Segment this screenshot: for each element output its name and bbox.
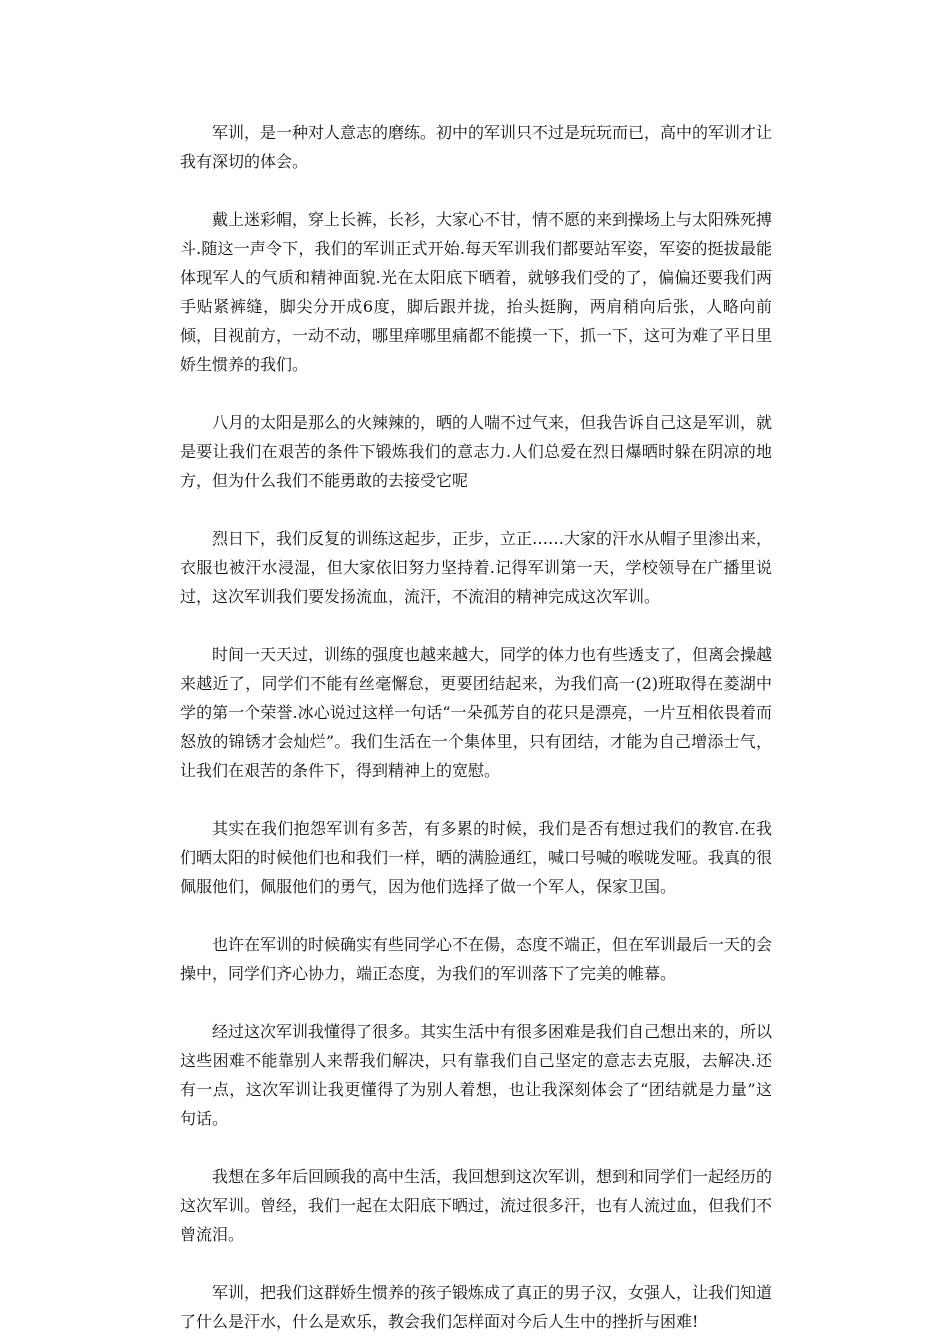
- essay-body: [180, 118, 772, 1336]
- paragraph: 其实在我们抱怨军训有多苦，有多累的时候，我们是否有想过我们的教官.在我们晒太阳的时候他们也和我们一样，晒的满脸通红，喊口号喊的喉咙发哑。我真的很佩服他们，佩服他们的勇气，因为他们选择了做一个军人，保家卫国。: [180, 819, 773, 896]
- paragraph: 军训，把我们这群娇生惯养的孩子锻炼成了真正的男子汉，女强人，让我们知道了什么是汗水，什么是欢乐，教会我们怎样面对今后人生中的挫折与困难!: [180, 1283, 773, 1331]
- paragraph: 我想在多年后回顾我的高中生活，我回想到这次军训，想到和同学们一起经历的这次军训。曾经，我们一起在太阳底下晒过，流过很多汗，也有人流过血，但我们不曾流泪。: [180, 1167, 773, 1244]
- paragraph: 也许在军训的时候确实有些同学心不在偒，态度不端正，但在军训最后一天的会操中，同学们齐心协力，端正态度，为我们的军训落下了完美的帷幕。: [180, 935, 773, 983]
- paragraph: 戴上迷彩帽，穿上长裤，长衫，大家心不甘，情不愿的来到操场上与太阳殊死搏斗.随这一声令下，我们的军训正式开始.每天军训我们都要站军姿，军姿的挺拔最能体现军人的气质和精神面貌.光在太阳底下晒着，就够我们受的了，偏偏还要我们两手贴紧裤缝，脚尖分开成6度，脚后跟并拢，抬头挺胸，两肩稍向后张，人略向前倾，目视前方，一动不动，哪里痒哪里痛都不能摸一下，抓一下，这可为难了平日里娇生惯养的我们。: [180, 210, 773, 374]
- paragraph: 烈日下，我们反复的训练这起步，正步，立正……大家的汗水从帽子里渗出来，衣服也被汗水浸湿，但大家依旧努力坚持着.记得军训第一天，学校领导在广播里说过，这次军训我们要发扬流血，流汗，不流泪的精神完成这次军训。: [180, 529, 773, 606]
- paragraph: 军训，是一种对人意志的磨练。初中的军训只不过是玩玩而已，高中的军训才让我有深切的体会。: [180, 123, 773, 171]
- paragraph: 时间一天天过，训练的强度也越来越大，同学的体力也有些透支了，但离会操越来越近了，同学们不能有丝毫懈怠，更要团结起来，为我们高一(2)班取得在菱湖中学的第一个荣誉.冰心说过这样一句话“一朵孤芳自的花只是漂亮，一片互相依畏着而怒放的锦锈才会灿烂”。我们生活在一个集体里，只有团结，才能为自己增添士气，让我们在艰苦的条件下，得到精神上的宽慰。: [180, 645, 773, 780]
- paragraph: 经过这次军训我懂得了很多。其实生活中有很多困难是我们自己想出来的，所以这些困难不能靠别人来帮我们解决，只有靠我们自己坚定的意志去克服，去解决.还有一点，这次军训让我更懂得了为别人着想，也让我深刻体会了“团结就是力量”这句话。: [180, 1022, 773, 1128]
- paragraph: 八月的太阳是那么的火辣辣的，晒的人喘不过气来，但我告诉自己这是军训，就是要让我们在艰苦的条件下锻炼我们的意志力.人们总爱在烈日爆晒时躲在阴凉的地方，但为什么我们不能勇敢的去接受它呢: [180, 413, 773, 490]
